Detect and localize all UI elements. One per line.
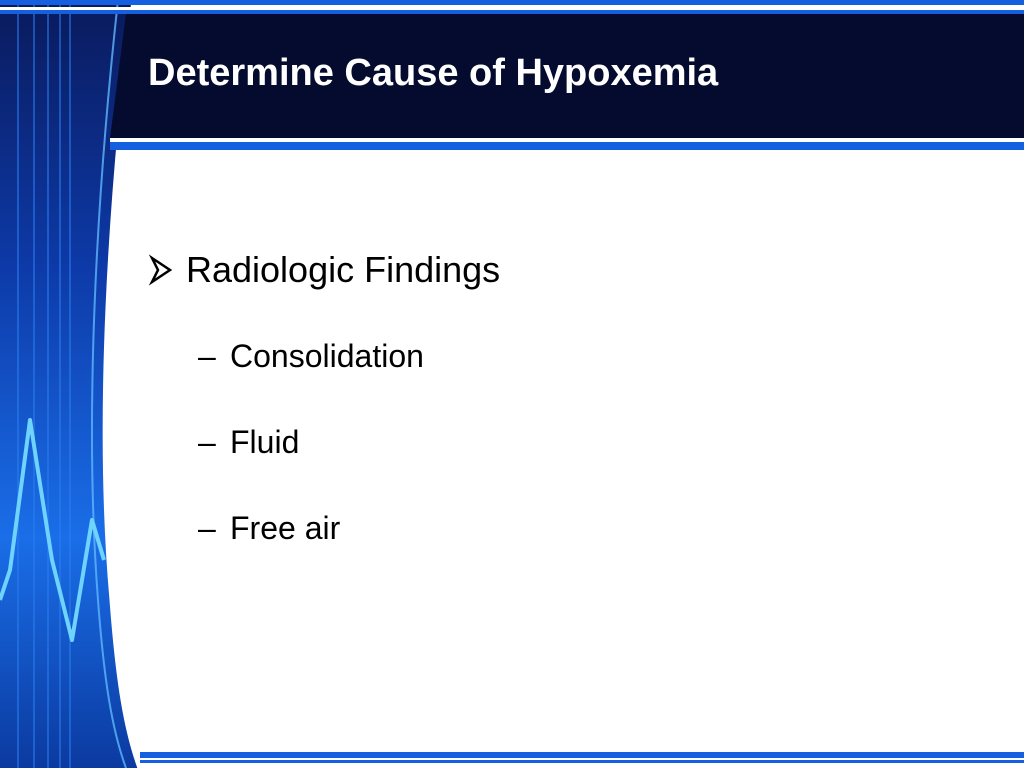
top-blue-rule-2	[0, 10, 1024, 14]
bullet-text: Radiologic Findings	[186, 249, 501, 290]
bottom-band	[0, 748, 1024, 768]
title-blue-rule	[110, 142, 1024, 150]
title-white-rule	[110, 138, 1024, 142]
bullet-radiologic-findings	[148, 246, 988, 294]
dash-marker: –	[198, 423, 216, 460]
sub-bullet-consolidation	[198, 336, 988, 376]
slide-title: Determine Cause of Hypoxemia	[148, 52, 719, 94]
top-white-rule	[0, 7, 1024, 10]
sub-bullet-fluid	[198, 422, 988, 462]
dash-marker: –	[198, 509, 216, 546]
sub-bullet-text: Consolidation	[230, 337, 424, 374]
bottom-blue-rule	[140, 752, 1024, 758]
sub-bullet-free-air	[198, 508, 988, 548]
sub-bullet-list	[148, 336, 988, 548]
sub-bullet-text: Free air	[230, 509, 341, 546]
arrow-bullet-icon	[148, 252, 186, 288]
top-blue-rule	[0, 0, 1024, 5]
slide-content	[148, 246, 988, 548]
bottom-blue-rule-2	[140, 760, 1024, 763]
sub-bullet-text: Fluid	[230, 423, 300, 460]
dash-marker: –	[198, 337, 216, 374]
